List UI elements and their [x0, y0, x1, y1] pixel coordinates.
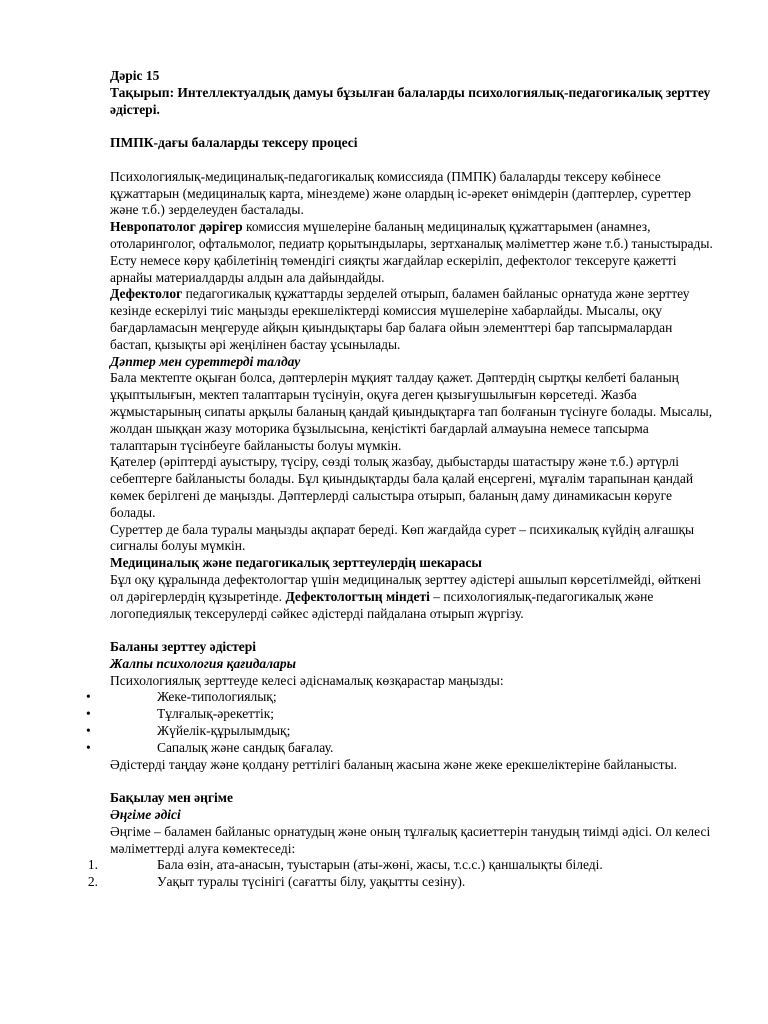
bullet-marker: • [86, 723, 91, 739]
notebooks-paragraph-1: Бала мектепте оқыған болса, дәптерлерін мұқият талдау қажет. Дәптердің сыртқы келбеті баланың ұқыптылығын, мектеп талаптарын түсінуін, оқуға деген қызығушылығын көрсетеді. Жазба жұмыстарының сипаты арқылы баланың қандай қиындықтарға тап болғанын түсінуге болады. Мысалы, жолдан шыққан жазу моторика бұзылысына, кеңістікті бағдарлай алмауына немесе тапсырма талаптарын түсінбеуге байланысты болуы мүмкін. [110, 370, 713, 453]
bullet-marker: • [86, 706, 91, 722]
methods-intro: Психологиялық зерттеуде келесі әдіснамалық көзқарастар маңызды: [110, 672, 504, 688]
boundary-text-b: – психологиялық-педагогикалық және логопедиялық тексерулерді сәйкес әдістерді пайдалана отырып жүргізу. [110, 588, 654, 621]
bullet-marker: • [86, 689, 91, 705]
defectologist-term: Дефектолог [110, 286, 183, 302]
list-item [86, 723, 716, 740]
list-number: 2. [87, 874, 98, 890]
methods-closing: Әдістерді таңдау және қолдану реттілігі баланың жасына және жеке ерекшеліктеріне байланысты. [110, 756, 678, 772]
lecture-topic: Тақырып: Интеллектуалдық дамуы бұзылған балаларды психологиялық-педагогикалық зерттеу әдістері. [110, 84, 711, 117]
list-item [86, 739, 716, 757]
list-item [87, 874, 716, 891]
list-item-text: Жеке-типологиялық; [157, 689, 277, 705]
list-item [86, 706, 716, 723]
list-item-text: Тұлғалық-әрекеттік; [157, 706, 275, 722]
neurologist-term: Невропатолог дәрігер [110, 219, 243, 235]
list-item [86, 689, 716, 706]
conversation-list [87, 857, 716, 891]
conversation-intro: Әңгіме – баламен байланыс орнатудың және оның тұлғалық қасиеттерін танудың тиімді әдісі. Ол келесі мәліметтерді алуға көмектеседі: [110, 823, 711, 856]
defectologist-text: педагогикалық құжаттарды зерделей отырып, баламен байланыс орнатуда және зерттеу кезінде ескерілуі тиіс маңызды ерекшеліктерді комиссия мүшелеріне хабарлайды. Мысалы, оқу бағдарламасын меңгеруде айқын қиындықтары бар балаға ойын элементтері бар тапсырмалардан бастап, қызықты әрі жеңілінен бастау ұсынылады. [110, 286, 690, 352]
section-heading-observation: Бақылау мен әңгіме [110, 790, 233, 806]
list-item-text: Бала өзін, ата-анасын, туыстарын (аты-жөні, жасы, т.с.с.) қаншалықты біледі. [157, 857, 603, 873]
spacer [110, 622, 716, 639]
notebooks-paragraph-3: Суреттер де бала туралы маңызды ақпарат береді. Көп жағдайда сурет – психикалық күйдің алғашқы сигналы болуы мүмкін. [110, 521, 695, 554]
spacer [110, 773, 716, 790]
neurologist-text: комиссия мүшелеріне баланың медициналық құжаттарымен (анамнез, отоларинголог, офтальмолог, педиатр қорытындылары, зертханалық мәліметтер және т.б.) таныстырады. Есту немесе көру қабілетінің төмендігі сияқты жағдайлар ескеріліп, дефектолог тексеруге қажетті арнайы материалдарды алдын ала дайындайды. [110, 219, 713, 285]
pmpk-intro-paragraph: Психологиялық-медициналық-педагогикалық комиссияда (ПМПК) балаларды тексеру көбінесе құжаттарын (медициналық карта, мінездеме) және олардың іс-әрекет өнімдерін (дәптерлер, суреттер және т.б.) зерделеуден басталады. [110, 168, 692, 218]
lecture-number: Дәріс 15 [110, 68, 160, 83]
boundary-text-a: Бұл оқу құралында дефектологтар үшін медициналық зерттеу әдістері ашылып көрсетілмейді, өйткені ол дәрігерлердің құзыретінде. [110, 571, 702, 604]
section-heading-notebooks: Дәптер мен суреттерді талдау [110, 353, 301, 369]
list-item-text: Уақыт туралы түсінігі (сағатты білу, уақытты сезіну). [157, 874, 466, 890]
neurologist-paragraph [110, 219, 716, 286]
subheading-conversation: Әңгіме әдісі [110, 807, 181, 823]
section-heading-methods: Баланы зерттеу әдістері [110, 639, 257, 655]
section-heading-boundary: Медициналық және педагогикалық зерттеулердің шекарасы [110, 555, 482, 571]
list-item [87, 857, 716, 874]
boundary-term: Дефектологтың міндеті [285, 588, 430, 604]
boundary-paragraph [110, 572, 716, 622]
section-heading-pmpk: ПМПК-дағы балаларды тексеру процесі [110, 135, 358, 151]
defectologist-paragraph [110, 286, 716, 353]
spacer [110, 152, 716, 169]
list-number: 1. [87, 857, 98, 873]
bullet-marker: • [86, 739, 91, 755]
list-item-text: Сапалық және сандық бағалау. [157, 739, 334, 755]
spacer [110, 118, 716, 135]
document-page [86, 68, 716, 891]
subheading-general-psychology: Жалпы психология қағидалары [110, 655, 296, 671]
list-item-text: Жүйелік-құрылымдық; [157, 723, 291, 739]
notebooks-paragraph-2: Қателер (әріптерді ауыстыру, түсіру, сөзді толық жазбау, дыбыстарды шатастыру және т.б.) әртүрлі себептерге байланысты болады. Бұл қиындықтарды бала қалай еңсергені, мұғалім тарапынан қандай көмек берілгені де маңызды. Дәптерлерді салыстыра отырып, баланың даму динамикасын көруге болады. [110, 454, 694, 520]
approaches-list [86, 689, 716, 756]
